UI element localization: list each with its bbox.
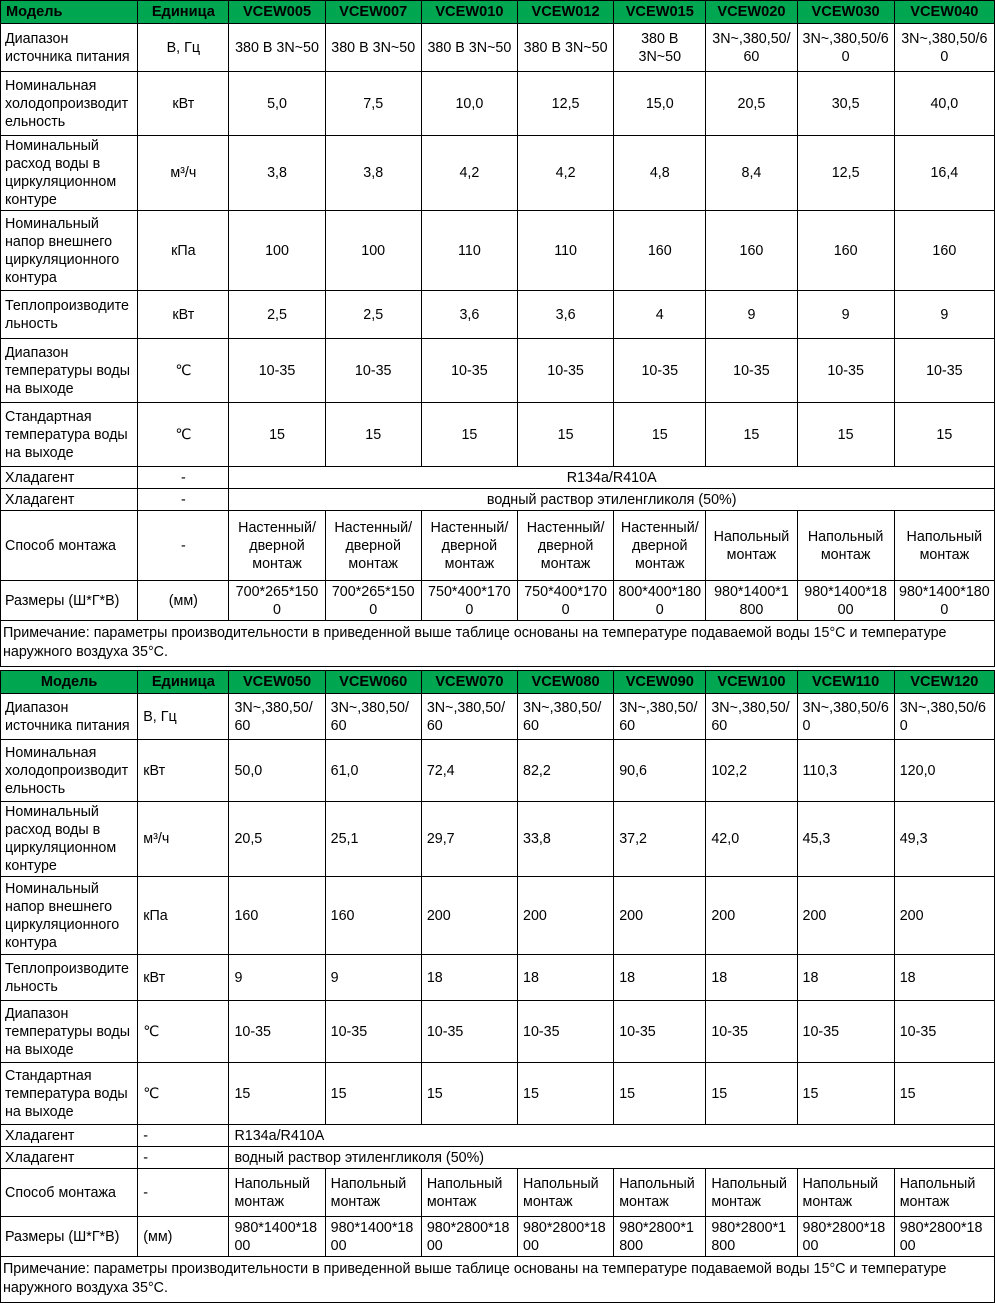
- table-2-header-vcew100: VCEW100: [706, 671, 797, 694]
- param-unit: В, Гц: [138, 694, 229, 740]
- cell-value: 15: [518, 403, 614, 467]
- table-1-header-vcew007: VCEW007: [325, 1, 421, 24]
- param-label: Номинальный расход воды в циркуляционном контуре: [1, 802, 138, 877]
- cell-value: 10-35: [421, 339, 517, 403]
- cell-value: 15: [614, 1063, 706, 1125]
- cell-value: 3N~,380,50/60: [614, 694, 706, 740]
- cell-value: 18: [894, 955, 994, 1001]
- table-1-header-vcew015: VCEW015: [614, 1, 706, 24]
- param-label: Хладагент: [1, 1147, 138, 1169]
- param-label: Номинальный расход воды в циркуляционном контуре: [1, 136, 138, 211]
- param-label: Размеры (Ш*Г*В): [1, 1217, 138, 1257]
- table-row: [1, 511, 995, 581]
- spec-table-1: [0, 0, 995, 621]
- table-row: [1, 1217, 995, 1257]
- param-label: Диапазон источника питания: [1, 24, 138, 72]
- cell-value: 3N~,380,50/60: [421, 694, 517, 740]
- cell-value: 160: [894, 211, 994, 291]
- cell-value: 15: [706, 403, 797, 467]
- cell-value: 3,6: [518, 291, 614, 339]
- cell-value: 20,5: [706, 72, 797, 136]
- cell-value: 10-35: [706, 339, 797, 403]
- cell-value: 18: [518, 955, 614, 1001]
- cell-value: 15: [614, 403, 706, 467]
- cell-value: 18: [797, 955, 894, 1001]
- cell-value: 102,2: [706, 740, 797, 802]
- cell-value: 9: [706, 291, 797, 339]
- cell-value: 33,8: [518, 802, 614, 877]
- cell-value: 3N~,380,50/60: [325, 694, 421, 740]
- cell-value: 37,2: [614, 802, 706, 877]
- cell-value: 61,0: [325, 740, 421, 802]
- cell-value: 45,3: [797, 802, 894, 877]
- cell-value: 10,0: [421, 72, 517, 136]
- cell-value: 380 В 3N~50: [421, 24, 517, 72]
- cell-value: 18: [421, 955, 517, 1001]
- table-row: [1, 136, 995, 211]
- cell-value: 980*1400*1800: [706, 581, 797, 621]
- cell-value: Напольный монтаж: [894, 1169, 994, 1217]
- cell-value: 15: [421, 1063, 517, 1125]
- cell-value: 18: [706, 955, 797, 1001]
- cell-value: 9: [229, 955, 325, 1001]
- table-row: [1, 1001, 995, 1063]
- table-row: [1, 1169, 995, 1217]
- cell-value-merged: водный раствор этиленгликоля (50%): [229, 1147, 995, 1169]
- param-label: Номинальный напор внешнего циркуляционного контура: [1, 877, 138, 955]
- table-row: [1, 1147, 995, 1169]
- table-1-header-model: Модель: [1, 1, 138, 24]
- table-1-note: Примечание: параметры производительности в приведенной выше таблице основаны на температуре подаваемой воды 15°C и температуре наружного воздуха 35°C.: [0, 621, 995, 667]
- table-2-header-vcew060: VCEW060: [325, 671, 421, 694]
- param-unit: кВт: [138, 740, 229, 802]
- param-unit: кПа: [138, 211, 229, 291]
- cell-value: 160: [229, 877, 325, 955]
- param-unit: ℃: [138, 403, 229, 467]
- table-row: [1, 1125, 995, 1147]
- table-2-header-vcew070: VCEW070: [421, 671, 517, 694]
- cell-value: Напольный монтаж: [797, 511, 894, 581]
- cell-value: 72,4: [421, 740, 517, 802]
- cell-value: 10-35: [421, 1001, 517, 1063]
- cell-value: 25,1: [325, 802, 421, 877]
- cell-value: Настенный/дверной монтаж: [325, 511, 421, 581]
- cell-value: 29,7: [421, 802, 517, 877]
- table-row: [1, 339, 995, 403]
- cell-value: 160: [797, 211, 894, 291]
- cell-value: 10-35: [325, 1001, 421, 1063]
- cell-value: 10-35: [614, 1001, 706, 1063]
- cell-value: 200: [797, 877, 894, 955]
- table-row: [1, 802, 995, 877]
- param-label: Номинальный напор внешнего циркуляционного контура: [1, 211, 138, 291]
- cell-value: 380 В 3N~50: [614, 24, 706, 72]
- cell-value: 10-35: [614, 339, 706, 403]
- param-unit: -: [138, 489, 229, 511]
- cell-value: 12,5: [518, 72, 614, 136]
- cell-value: 3N~,380,50/60: [797, 24, 894, 72]
- cell-value: 3N~,380,50/60: [894, 24, 994, 72]
- cell-value: 3N~,380,50/60: [229, 694, 325, 740]
- table-1-header-vcew005: VCEW005: [229, 1, 325, 24]
- cell-value: 200: [706, 877, 797, 955]
- param-unit: кВт: [138, 955, 229, 1001]
- cell-value: 100: [229, 211, 325, 291]
- table-row: [1, 211, 995, 291]
- cell-value: Напольный монтаж: [325, 1169, 421, 1217]
- param-unit: ℃: [138, 1063, 229, 1125]
- cell-value-merged: водный раствор этиленгликоля (50%): [229, 489, 995, 511]
- param-label: Номинальная холодопроизводительность: [1, 72, 138, 136]
- param-unit: кВт: [138, 291, 229, 339]
- param-unit: В, Гц: [138, 24, 229, 72]
- param-unit: (мм): [138, 581, 229, 621]
- cell-value: 110,3: [797, 740, 894, 802]
- cell-value: 100: [325, 211, 421, 291]
- cell-value: 750*400*1700: [518, 581, 614, 621]
- table-row: [1, 581, 995, 621]
- param-label: Стандартная температура воды на выходе: [1, 403, 138, 467]
- cell-value-merged: R134a/R410A: [229, 1125, 995, 1147]
- cell-value: 10-35: [229, 1001, 325, 1063]
- table-2-note: Примечание: параметры производительности в приведенной выше таблице основаны на температуре подаваемой воды 15°C и температуре наружного воздуха 35°C.: [0, 1257, 995, 1303]
- param-unit: -: [138, 1125, 229, 1147]
- cell-value: Напольный монтаж: [797, 1169, 894, 1217]
- cell-value: 15: [325, 403, 421, 467]
- table-1-header-vcew030: VCEW030: [797, 1, 894, 24]
- cell-value: 20,5: [229, 802, 325, 877]
- cell-value: 5,0: [229, 72, 325, 136]
- param-label: Способ монтажа: [1, 511, 138, 581]
- cell-value: 200: [894, 877, 994, 955]
- cell-value: 980*1400*1800: [229, 1217, 325, 1257]
- cell-value: 15: [797, 403, 894, 467]
- table-row: [1, 489, 995, 511]
- table-2-header-vcew090: VCEW090: [614, 671, 706, 694]
- param-unit: -: [138, 1169, 229, 1217]
- cell-value: 120,0: [894, 740, 994, 802]
- table-2-header-vcew050: VCEW050: [229, 671, 325, 694]
- cell-value: Настенный/дверной монтаж: [421, 511, 517, 581]
- table-1-body: [1, 24, 995, 621]
- table-2-header-vcew120: VCEW120: [894, 671, 994, 694]
- cell-value: 15: [894, 1063, 994, 1125]
- cell-value: 160: [614, 211, 706, 291]
- cell-value: Настенный/дверной монтаж: [229, 511, 325, 581]
- cell-value: 980*1400*1800: [894, 581, 994, 621]
- cell-value: 10-35: [894, 339, 994, 403]
- table-2-header-vcew110: VCEW110: [797, 671, 894, 694]
- cell-value: 2,5: [229, 291, 325, 339]
- table-2-header-model: Модель: [1, 671, 138, 694]
- cell-value: 3,8: [229, 136, 325, 211]
- cell-value: 700*265*1500: [325, 581, 421, 621]
- cell-value: 30,5: [797, 72, 894, 136]
- cell-value: 110: [518, 211, 614, 291]
- cell-value: 49,3: [894, 802, 994, 877]
- cell-value: Напольный монтаж: [706, 1169, 797, 1217]
- table-1-header-unit: Единица: [138, 1, 229, 24]
- param-label: Хладагент: [1, 467, 138, 489]
- cell-value: 82,2: [518, 740, 614, 802]
- spec-table-2: [0, 670, 995, 1257]
- cell-value: 4,2: [421, 136, 517, 211]
- cell-value: Напольный монтаж: [614, 1169, 706, 1217]
- cell-value: 980*1400*1800: [325, 1217, 421, 1257]
- cell-value: 980*2800*1800: [706, 1217, 797, 1257]
- cell-value: 16,4: [894, 136, 994, 211]
- param-label: Диапазон температуры воды на выходе: [1, 339, 138, 403]
- cell-value: Напольный монтаж: [229, 1169, 325, 1217]
- cell-value: 10-35: [229, 339, 325, 403]
- cell-value: 12,5: [797, 136, 894, 211]
- cell-value: 40,0: [894, 72, 994, 136]
- cell-value: 750*400*1700: [421, 581, 517, 621]
- param-unit: -: [138, 467, 229, 489]
- cell-value: 700*265*1500: [229, 581, 325, 621]
- table-2-body: [1, 694, 995, 1257]
- cell-value: Напольный монтаж: [894, 511, 994, 581]
- table-2-header-vcew080: VCEW080: [518, 671, 614, 694]
- cell-value: 160: [706, 211, 797, 291]
- cell-value: 9: [894, 291, 994, 339]
- cell-value: 15: [421, 403, 517, 467]
- cell-value: 3N~,380,50/60: [894, 694, 994, 740]
- table-1-header-vcew010: VCEW010: [421, 1, 517, 24]
- cell-value: 980*1400*1800: [797, 581, 894, 621]
- cell-value: 4,8: [614, 136, 706, 211]
- cell-value: 200: [518, 877, 614, 955]
- cell-value: Настенный/дверной монтаж: [518, 511, 614, 581]
- param-unit: кВт: [138, 72, 229, 136]
- cell-value: 200: [421, 877, 517, 955]
- cell-value: 10-35: [518, 1001, 614, 1063]
- cell-value: Напольный монтаж: [421, 1169, 517, 1217]
- cell-value: 9: [797, 291, 894, 339]
- table-row: [1, 24, 995, 72]
- cell-value: 380 В 3N~50: [229, 24, 325, 72]
- cell-value: 50,0: [229, 740, 325, 802]
- table-1-header-row: [1, 1, 995, 24]
- table-row: [1, 291, 995, 339]
- cell-value: 10-35: [325, 339, 421, 403]
- param-label: Диапазон источника питания: [1, 694, 138, 740]
- cell-value: 10-35: [797, 339, 894, 403]
- cell-value: Напольный монтаж: [706, 511, 797, 581]
- cell-value: Напольный монтаж: [518, 1169, 614, 1217]
- cell-value: 160: [325, 877, 421, 955]
- cell-value: 15: [797, 1063, 894, 1125]
- cell-value: 15: [706, 1063, 797, 1125]
- cell-value: 980*2800*1800: [614, 1217, 706, 1257]
- param-unit: -: [138, 1147, 229, 1169]
- table-1-header-vcew012: VCEW012: [518, 1, 614, 24]
- cell-value: 42,0: [706, 802, 797, 877]
- table-1-header-vcew040: VCEW040: [894, 1, 994, 24]
- param-unit: ℃: [138, 339, 229, 403]
- cell-value: 3N~,380,50/60: [706, 24, 797, 72]
- cell-value: 10-35: [706, 1001, 797, 1063]
- param-label: Размеры (Ш*Г*В): [1, 581, 138, 621]
- cell-value: 3N~,380,50/60: [706, 694, 797, 740]
- param-label: Теплопроизводительность: [1, 955, 138, 1001]
- cell-value: 980*2800*1800: [797, 1217, 894, 1257]
- cell-value: 3N~,380,50/60: [518, 694, 614, 740]
- cell-value: 110: [421, 211, 517, 291]
- cell-value: 10-35: [797, 1001, 894, 1063]
- cell-value: 15,0: [614, 72, 706, 136]
- table-2-header-row: [1, 671, 995, 694]
- table-row: [1, 1063, 995, 1125]
- cell-value: 980*2800*1800: [518, 1217, 614, 1257]
- cell-value: 2,5: [325, 291, 421, 339]
- param-unit: м³/ч: [138, 802, 229, 877]
- param-unit: ℃: [138, 1001, 229, 1063]
- param-unit: м³/ч: [138, 136, 229, 211]
- table-row: [1, 72, 995, 136]
- cell-value: 800*400*1800: [614, 581, 706, 621]
- table-row: [1, 694, 995, 740]
- cell-value: Настенный/дверной монтаж: [614, 511, 706, 581]
- param-unit: кПа: [138, 877, 229, 955]
- cell-value: 8,4: [706, 136, 797, 211]
- param-label: Номинальная холодопроизводительность: [1, 740, 138, 802]
- table-row: [1, 740, 995, 802]
- param-unit: (мм): [138, 1217, 229, 1257]
- param-label: Способ монтажа: [1, 1169, 138, 1217]
- table-row: [1, 403, 995, 467]
- cell-value: 90,6: [614, 740, 706, 802]
- cell-value: 980*2800*1800: [421, 1217, 517, 1257]
- param-unit: -: [138, 511, 229, 581]
- param-label: Теплопроизводительность: [1, 291, 138, 339]
- cell-value: 4: [614, 291, 706, 339]
- param-label: Хладагент: [1, 489, 138, 511]
- table-row: [1, 467, 995, 489]
- cell-value: 980*2800*1800: [894, 1217, 994, 1257]
- cell-value-merged: R134a/R410A: [229, 467, 995, 489]
- cell-value: 200: [614, 877, 706, 955]
- cell-value: 4,2: [518, 136, 614, 211]
- cell-value: 9: [325, 955, 421, 1001]
- param-label: Стандартная температура воды на выходе: [1, 1063, 138, 1125]
- table-row: [1, 955, 995, 1001]
- cell-value: 380 В 3N~50: [325, 24, 421, 72]
- cell-value: 7,5: [325, 72, 421, 136]
- cell-value: 10-35: [894, 1001, 994, 1063]
- table-1-header-vcew020: VCEW020: [706, 1, 797, 24]
- cell-value: 10-35: [518, 339, 614, 403]
- table-2-header-unit: Единица: [138, 671, 229, 694]
- cell-value: 380 В 3N~50: [518, 24, 614, 72]
- cell-value: 3,8: [325, 136, 421, 211]
- cell-value: 3N~,380,50/60: [797, 694, 894, 740]
- table-row: [1, 877, 995, 955]
- param-label: Хладагент: [1, 1125, 138, 1147]
- cell-value: 15: [325, 1063, 421, 1125]
- param-label: Диапазон температуры воды на выходе: [1, 1001, 138, 1063]
- cell-value: 15: [229, 1063, 325, 1125]
- cell-value: 15: [894, 403, 994, 467]
- cell-value: 18: [614, 955, 706, 1001]
- cell-value: 3,6: [421, 291, 517, 339]
- cell-value: 15: [518, 1063, 614, 1125]
- cell-value: 15: [229, 403, 325, 467]
